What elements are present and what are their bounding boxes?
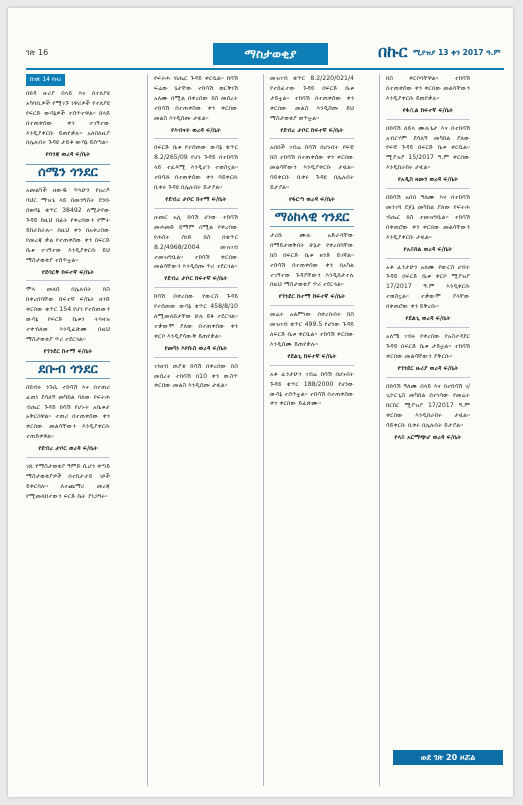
newspaper-page: [8, 8, 513, 797]
column-3: [270, 74, 354, 784]
notice-signature: የጎንደር ከተማ ፍ/ቤት: [43, 347, 93, 355]
column-2: [154, 74, 238, 784]
notice-separator: [270, 365, 354, 366]
notice-signature: የደልጊ ወረዳ ፍ/ቤት: [405, 315, 451, 323]
notice-signature: የፋርጣ ወረዳ ፍ/ቤት: [288, 195, 336, 203]
notice-text: ታሪኩ ሙሉ አድራሻቸው በማይታወቅበት ሁኔታ የቀረበባቸው ክስ በፍርድ ቤቱ ዘንድ ይገኛል። ተከሳሽ በተጠቀሰው ቀን በአካል ተገኝተው ጉዳያቸውን እንዲከታተሉ በዚህ ማስታወቂያ ጥሪ ተደርጓል።: [270, 231, 354, 289]
notice-signature: የደብረ ታቦር ከፍተኛ ፍ/ቤት: [280, 126, 344, 134]
section-headline: ሰሜን ጎንደር: [26, 164, 110, 182]
notice-text: ከሳሽ በቀረበው የውርስ ጉዳይ የተሰጠው ውሳኔ ቁጥር 458/8/10 ለሚመለከታቸው ሁሉ ይፋ ተደርጓል። ተቃውሞ ያለው በተጠቀሰው ቀን ቀርቦ እንዲያሳውቅ ይጠየቃል።: [154, 293, 238, 340]
notice-text: መዝገብ ቁጥር 8.2/220/021/4 የተከፈተው ጉዳይ በፍርድ ቤቱ ታይቷል። ተከሳሽ በተጠቀሰው ቀን ቀርበው መልስ እንዲሰጡ ይህ ማስታወቂያ ወጥቷል።: [270, 75, 354, 122]
notice-separator: [386, 327, 470, 328]
notice-text: በከሳሽ ዓለሙ በላይ እና በተከሳሽ ገ/ጊዮርጊስ መካከል በተነሳው የመሬት ክርክር ሚያዝያ 17/2017 ዓ.ም ቀርበው እንዲከራከሩ ታዟል። ሳይቀርቡ ቢቀሩ በሌሉበት ይታያል።: [386, 382, 470, 430]
notice-text: ዑመር አሊ ከሳሽ ሆነው ተከሳሽ መሐመድ ይማም በሚል የቀረበው የሐሰት ሰነድ ክስ በቁጥር 8.2/4968/2004 መዝገብ ተመዝግቧል። ተከሳሽ ቀርበው መልሳቸውን እንዲሰጡ ጥሪ ተደርጓል።: [154, 213, 238, 271]
column-divider: [147, 74, 148, 786]
notice-text: አቶ ፈንታሁን ገብሬ ከሳሽ በሆኑበት ጉዳይ ቁጥር 188/2000 የሆነው ውሳኔ ተሰጥቷል። ተከሳሽ በተጠቀሰው ቀን ቀርበው ይፈጽሙ።: [270, 370, 354, 408]
notice-text: በከሳሽ አበበ ዓለሙ እና በተከሳሽ መንገሻ ደጀኔ መካከል ያለው የፍትሐ ብሔር ክስ ተመዝግቧል። ተከሳሽ በቀጠሮው ቀን ቀርበው መልሳቸውን እንዲያቀርቡ ታዟል።: [386, 194, 470, 241]
notice-text: መሬት አልምነው በቀረቡበት ክስ መዝገብ ቁጥር 499.5 የሆነው ጉዳይ ለፍርድ ቤቱ ቀርቧል። ተከሳሽ ቀርበው እንዲሰሙ ይጠየቃሉ።: [270, 311, 354, 348]
notice-text: አቶ ፈንታሁን አለሙ የውርስ ሀብት ጉዳይ በፍርድ ቤቱ ቀርቦ ሚያዝያ 17/2017 ዓ.ም እንዲቀርቡ ተወስኗል። ተቃውሞ ያላቸው በቀጠሮው ቀን ይቅረቡ።: [386, 263, 470, 311]
notice-signature: የጎንደር ዙሪያ ወረዳ ፍ/ቤት: [397, 364, 459, 372]
notice-separator: [26, 457, 110, 458]
notice-text: በክዳ ዙሪያ በላይ እና በተለያዩ አካባቢዎች የሚገኙ ነዋሪዎች የተለያዩ የፍርድ ውሳኔዎች ተሰጥተዋል። ከላይ በተጠቀሰው ቀን ተገኝተው እንዲያቀርቡ ይጠየቃሉ። አለበለዚያ በሌሉበት ጉዳዩ ታይቶ ውሳኔ ይሰጣል።: [26, 89, 110, 147]
notice-separator: [270, 138, 354, 139]
brand-name: በኩር: [378, 42, 408, 61]
notice-text: አመልካች ዘውዱ ጥላሁን የዐረዶ ባህር ማዝጌ ላይ በመንግስት ደንቡ በወሳኔ ቁጥር 38492 ለሚታየው ጉዳይ ከዚህ በፊት የቀረበውን የሞት ይከራከራሉ። በዚህ ቀን በአቀረበው የመረጃ ቃል የተጠቀሰው ቀን በፍርድ ቤቱ ተገኝተው እንዲያቀርቡ ይህ ማስታወቂያ ተሰጥቷል።: [26, 187, 110, 264]
issue-date: ሚያዝያ 13 ቀን 2017 ዓ.ም: [413, 48, 501, 57]
notice-signature: የፋሲል ከፍተኛ ፍ/ቤት: [402, 106, 454, 114]
column-divider: [379, 74, 380, 786]
header-rule: [26, 68, 504, 70]
notice-text: ሞላ መለሰ በሌሉበት ክስ ከቀረበባቸው ከፍተኛ ፍ/ቤት ዘንድ ቀርበው ቁጥር 154 የሆነ የተሰጠውን ውሳኔ የፍርድ ቤቱን ትእዛዝ ተቀብለው እንዲፈጽሙ በዚህ ማስታወቂያ ጥሪ ተደርጓል።: [26, 286, 110, 343]
notice-separator: [386, 188, 470, 189]
column-4: [386, 74, 470, 764]
notice-separator: [154, 357, 238, 358]
notice-text: አለሜ ገብሩ የቀረበው የአስተዳደር ጉዳይ በፍርድ ቤቱ ታይቷል። ተከሳሽ ቀርበው መልሳቸውን ያቅርቡ።: [386, 332, 470, 360]
notice-signature: የጎንደር ከተማ ከፍተኛ ፍ/ቤት: [278, 293, 346, 301]
notice-separator: [386, 258, 470, 259]
notice-signature: የእብናት ወረዳ ፍ/ቤት: [171, 126, 221, 134]
notice-text: በፍርድ ቤቱ የተሰጠው ውሳኔ ቁጥር 8.2/265/09 የሆነ ጉዳይ በተከሳሽ ላይ ተፈጻሚ እንዲሆን ተወስኗል። ተከሳሹ በተጠቀሰው ቀን ሳይቀርቡ ቢቀሩ ጉዳዩ በሌሉበት ይታያል።: [154, 144, 238, 192]
page-number: ገጽ 16: [26, 48, 49, 57]
notice-signature: የመካነ እየሱስ ወረዳ ፍ/ቤት: [164, 344, 228, 352]
column-1: [26, 74, 110, 784]
notice-text: በከሳሽ ለይላ ሙሉጌታ እና በተከሳሽ አብርሃም ደሳለኝ መካከል ያለው የፍቺ ጉዳይ በፍርድ ቤቱ ቀርቧል። ሚያዝያ 15/2017 ዓ.ም ቀርበው እንዲከራከሩ ታዟል።: [386, 124, 470, 172]
notice-text: በክብሩ ንጉሴ ተከሳሽ እና በተጠሪ ፈጠነ ደሳለኝ መካከል ባለው የፍትሐ ብሔር ጉዳይ ከሳሽ የሆኑት አቤቱታ አቅርበዋል። ተጠሪ በተጠቀሰው ቀን ቀርበው መልሳቸውን እንዲያቀርቡ ተጠይቀዋል።: [26, 383, 110, 441]
column-divider: [263, 74, 264, 786]
notice-separator: [386, 377, 470, 378]
notice-signature: የደብረ ታቦር ወረዳ ፍ/ቤት: [38, 445, 98, 453]
notice-signature: የደብረ ታቦር ከተማ ፍ/ቤት: [165, 195, 227, 203]
notice-separator: [154, 287, 238, 288]
continued-tag: ከገጽ 14 የዞረ: [26, 74, 65, 86]
notice-signature: የባንጃ ወረዳ ፍ/ቤት: [45, 151, 91, 159]
notice-signature: የአዲስ ዘመን ወረዳ ፍ/ቤት: [397, 176, 459, 184]
section-headline: ደቡብ ጎንደር: [26, 361, 110, 379]
notice-signature: የደብረ ታቦር ከፍተኛ ፍ/ቤት: [164, 275, 228, 283]
notice-text: ገጹ የማስታወቂያ ዓምድ ሲሆን ቀጣይ ማስታወቂያዎች በተከታታይ ገጾች ይቀርባሉ። ለተጨማሪ መረጃ የሚመለከተውን ፍርድ ቤት ያነጋግሩ።: [26, 463, 110, 500]
continued-page-banner: ወደ ገጽ 20 ዞሯል: [393, 750, 503, 765]
notice-text: የፍትሐ ብሔር ጉዳይ ቀርቧል። ከሳሽ ፍሬው ጌታቸው ተከሳሽ ወርቅነሽ አለሙ በሚል በቀረበው ክስ መሰረት ተከሳሽ በተጠቀሰው ቀን ቀርበው መልስ እንዲሰጡ ታዟል።: [154, 75, 238, 122]
section-headline: ማዕከላዊ ጎንደር: [270, 209, 354, 227]
notice-separator: [154, 138, 238, 139]
notice-separator: [154, 208, 238, 209]
notice-text: ገንዘብ ጠያቂ ከሳሽ በቀረበው ክስ መሰረት ተከሳሽ በ10 ቀን ውስጥ ቀርበው መልስ እንዲሰጡ ታዟል።: [154, 362, 238, 390]
notice-separator: [270, 305, 354, 306]
notice-signature: የደልጊ ከፍተኛ ፍ/ቤት: [287, 352, 337, 360]
masthead-banner: ማስታወቂያ: [213, 43, 328, 65]
notice-signature: የላይ አርማጭሆ ወረዳ ፍ/ቤት: [394, 434, 462, 442]
notice-signature: የአይከል ወረዳ ፍ/ቤት: [403, 245, 453, 253]
notice-signature: የደባርቅ ከፍተኛ ፍ/ቤት: [41, 268, 95, 276]
notice-separator: [26, 280, 110, 281]
notice-text: አበበች ገብሬ ከሳሽ በሆኑበት የፍቺ ክስ ተከሳሽ በተጠቀሰው ቀን ቀርበው መልሳቸውን እንዲያቀርቡ ታዟል። ሳይቀርቡ ቢቀሩ ጉዳዩ በሌሉበት ይታያል።: [270, 144, 354, 192]
notice-separator: [386, 119, 470, 120]
notice-text: ክስ ቀርቦባቸዋል። ተከሳሽ በተጠቀሰው ቀን ቀርበው መልሳቸውን እንዲያቀርቡ ይጠየቃሉ።: [386, 75, 470, 102]
